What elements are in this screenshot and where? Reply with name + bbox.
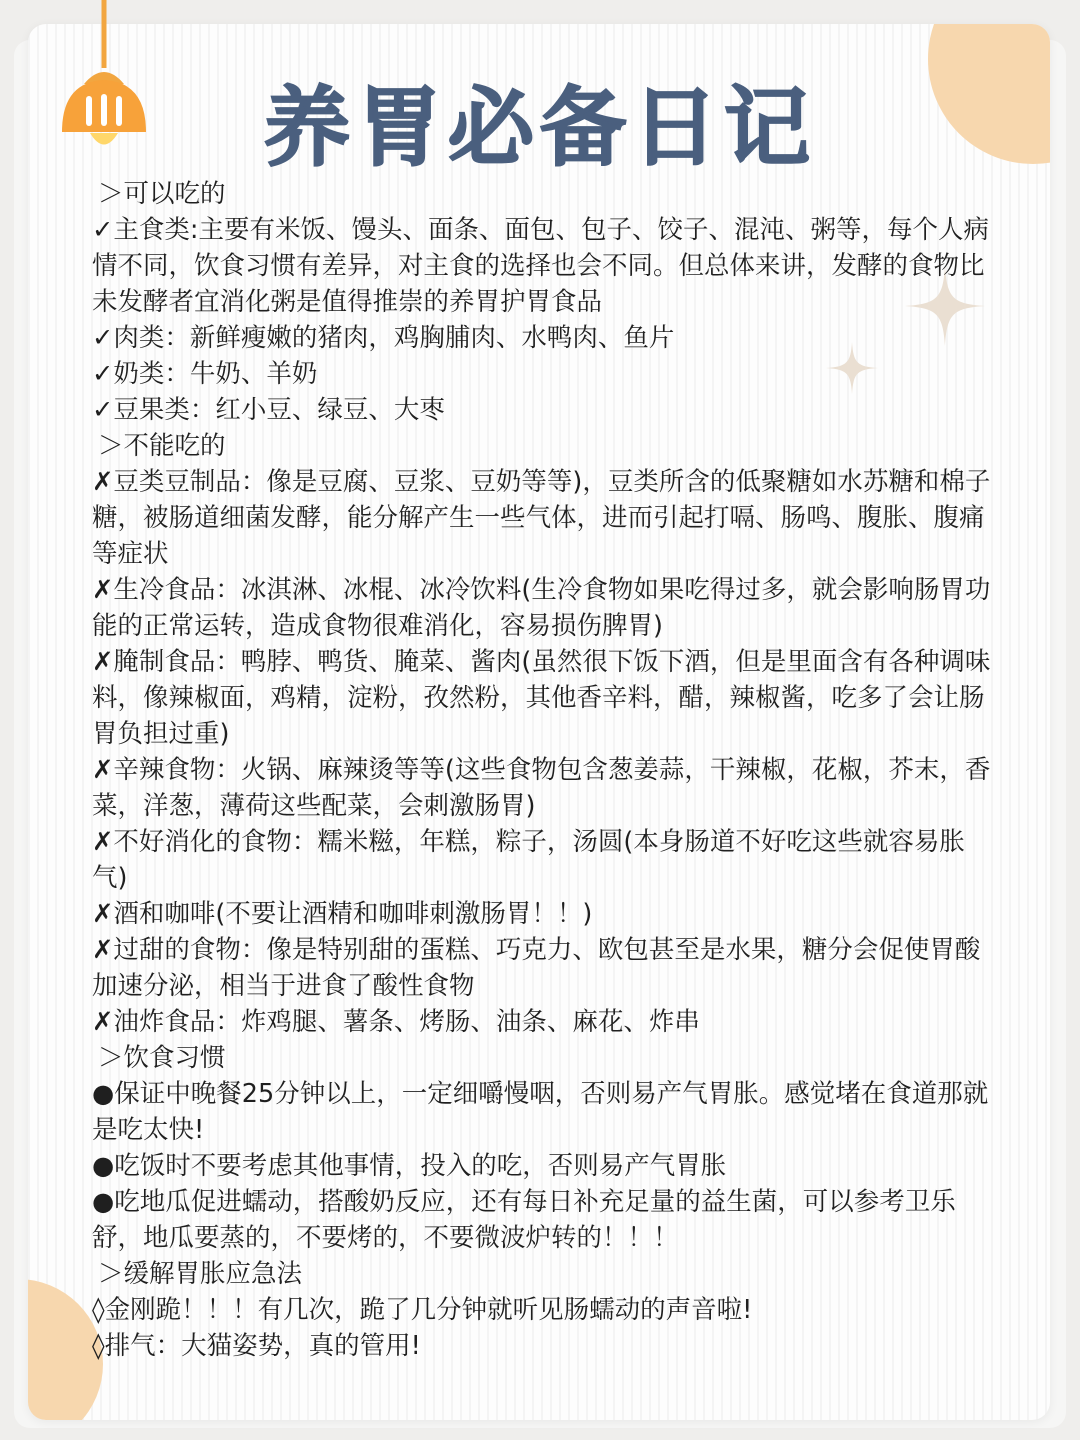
list-item bbox=[92, 1076, 992, 1148]
list-item-text: 吃地瓜促进蠕动，搭酸奶反应，还有每日补充足量的益生菌，可以参考卫乐舒，地瓜要蒸的，不要烤的，不要微波炉转的！！！ bbox=[92, 1187, 956, 1253]
list-item bbox=[92, 896, 992, 932]
list-item bbox=[92, 824, 992, 896]
page-title: 养胃必备日记 bbox=[264, 78, 816, 178]
list-item bbox=[92, 356, 992, 392]
cross-icon: ✗ bbox=[92, 935, 114, 965]
list-item-text: 吃饭时不要考虑其他事情，投入的吃，否则易产气胃胀 bbox=[114, 1151, 727, 1181]
section-heading-can-eat: ＞可以吃的 bbox=[98, 179, 226, 209]
list-item-text: 腌制食品：鸭脖、鸭货、腌菜、酱肉(虽然很下饭下酒，但是里面含有各种调味料，像辣椒面，鸡精，淀粉，孜然粉，其他香辛料，醋，辣椒酱，吃多了会让肠胃负担过重) bbox=[92, 647, 991, 749]
diamond-icon: ◊ bbox=[92, 1295, 105, 1325]
bullet-icon: ● bbox=[92, 1151, 115, 1181]
section-heading-bloating-relief: ＞缓解胃胀应急法 bbox=[98, 1259, 303, 1289]
check-icon: ✓ bbox=[92, 395, 114, 425]
list-item bbox=[92, 1292, 992, 1328]
list-item-text: 酒和咖啡(不要让酒精和咖啡刺激肠胃！！) bbox=[113, 899, 593, 929]
list-item-text: 排气：大猫姿势，真的管用! bbox=[104, 1331, 421, 1361]
list-item-text: 油炸食品：炸鸡腿、薯条、烤肠、油条、麻花、炸串 bbox=[113, 1007, 700, 1037]
list-item bbox=[92, 464, 992, 572]
list-item-text: 不好消化的食物：糯米糍，年糕，粽子，汤圆(本身肠道不好吃这些就容易胀气) bbox=[92, 827, 965, 893]
check-icon: ✓ bbox=[92, 215, 114, 245]
check-icon: ✓ bbox=[92, 323, 114, 353]
list-item bbox=[92, 1184, 992, 1256]
list-item bbox=[92, 392, 992, 428]
section-heading-eating-habits: ＞饮食习惯 bbox=[98, 1043, 226, 1073]
list-item bbox=[92, 644, 992, 752]
list-item bbox=[92, 752, 992, 824]
cross-icon: ✗ bbox=[92, 647, 114, 677]
list-item-text: 生冷食品：冰淇淋、冰棍、冰冷饮料(生冷食物如果吃得过多，就会影响肠胃功能的正常运转，造成食物很难消化，容易损伤脾胃) bbox=[92, 575, 991, 641]
check-icon: ✓ bbox=[92, 359, 114, 389]
list-item-text: 豆果类：红小豆、绿豆、大枣 bbox=[113, 395, 445, 425]
list-item bbox=[92, 572, 992, 644]
cross-icon: ✗ bbox=[92, 467, 114, 497]
list-item bbox=[92, 1148, 992, 1184]
list-item bbox=[92, 932, 992, 1004]
list-item bbox=[92, 1328, 992, 1364]
cross-icon: ✗ bbox=[92, 575, 114, 605]
section-heading-cannot-eat: ＞不能吃的 bbox=[98, 431, 226, 461]
cross-icon: ✗ bbox=[92, 899, 114, 929]
cross-icon: ✗ bbox=[92, 1007, 114, 1037]
list-item-text: 肉类：新鲜瘦嫩的猪肉，鸡胸脯肉、水鸭肉、鱼片 bbox=[113, 323, 675, 353]
list-item-text: 辛辣食物：火锅、麻辣烫等等(这些食物包含葱姜蒜，干辣椒，花椒，芥末，香菜，洋葱，薄荷这些配菜，会刺激肠胃) bbox=[92, 755, 991, 821]
list-item-text: 金刚跪！！！有几次，跪了几分钟就听见肠蠕动的声音啦! bbox=[104, 1295, 753, 1325]
list-item bbox=[92, 320, 992, 356]
list-item bbox=[92, 1004, 992, 1040]
cross-icon: ✗ bbox=[92, 827, 114, 857]
bullet-icon: ● bbox=[92, 1079, 115, 1109]
list-item-text: 奶类：牛奶、羊奶 bbox=[113, 359, 318, 389]
diamond-icon: ◊ bbox=[92, 1331, 105, 1361]
list-item-text: 主食类:主要有米饭、馒头、面条、面包、包子、饺子、混沌、粥等，每个人病情不同，饮食习惯有差异，对主食的选择也会不同。但总体来讲，发酵的食物比未发酵者宜消化粥是值得推崇的养胃护胃食品 bbox=[92, 215, 989, 317]
cross-icon: ✗ bbox=[92, 755, 114, 785]
list-item-text: 保证中晚餐25分钟以上，一定细嚼慢咽，否则易产气胃胀。感觉堵在食道那就是吃太快! bbox=[92, 1079, 989, 1145]
bullet-icon: ● bbox=[92, 1187, 115, 1217]
list-item-text: 过甜的食物：像是特别甜的蛋糕、巧克力、欧包甚至是水果，糖分会促使胃酸加速分泌，相当于进食了酸性食物 bbox=[92, 935, 981, 1001]
diary-content bbox=[92, 176, 992, 1364]
list-item bbox=[92, 212, 992, 320]
list-item-text: 豆类豆制品：像是豆腐、豆浆、豆奶等等)，豆类所含的低聚糖如水苏糖和棉子糖，被肠道细菌发酵，能分解产生一些气体，进而引起打嗝、肠鸣、腹胀、腹痛等症状 bbox=[92, 467, 991, 569]
